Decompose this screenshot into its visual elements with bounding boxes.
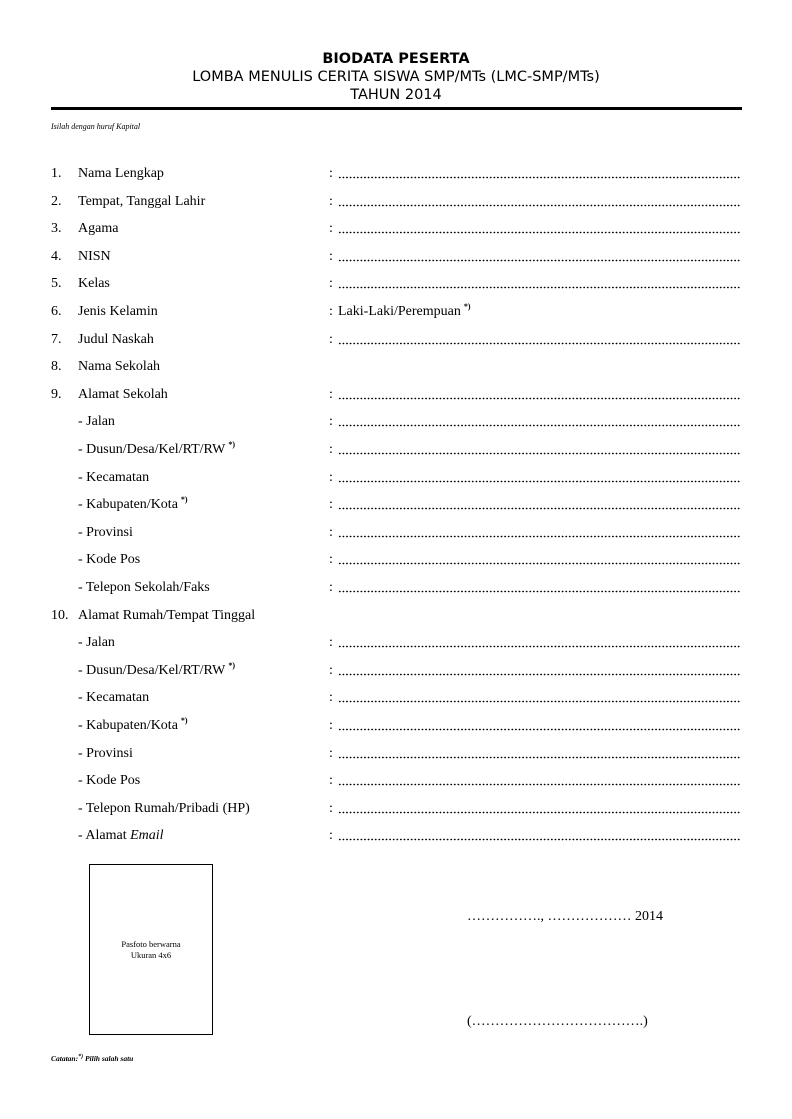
field-colon: : xyxy=(329,276,333,292)
form-row xyxy=(0,772,792,794)
field-colon: : xyxy=(329,745,333,761)
choose-one-note-mark: *) xyxy=(180,495,188,505)
field-colon: : xyxy=(329,193,333,209)
form-row xyxy=(0,579,792,601)
field-label-text: - Telepon Sekolah/Faks xyxy=(78,580,210,595)
field-label xyxy=(78,193,205,211)
field-colon: : xyxy=(329,386,333,402)
field-label xyxy=(78,634,115,652)
field-label xyxy=(78,275,110,293)
field-label xyxy=(78,717,188,735)
place-date-line[interactable]: ……………., ……………… 2014 xyxy=(467,909,663,924)
form-row xyxy=(0,331,792,353)
form-row xyxy=(0,193,792,215)
row-number: 3. xyxy=(51,221,62,237)
form-row xyxy=(0,165,792,187)
form-row xyxy=(0,745,792,767)
fill-in-dotted-line[interactable] xyxy=(338,231,741,234)
field-colon: : xyxy=(329,304,333,319)
row-number: 5. xyxy=(51,276,62,292)
field-label xyxy=(78,441,235,459)
field-label-text: - Kode Pos xyxy=(78,552,141,568)
field-colon: : xyxy=(329,580,333,595)
form-row xyxy=(0,607,792,629)
field-colon: : xyxy=(329,690,333,706)
footnote xyxy=(51,1054,133,1063)
field-label xyxy=(78,579,210,597)
form-row xyxy=(0,248,792,270)
fill-in-dotted-line[interactable] xyxy=(338,424,741,427)
footnote-text: Pilih salah satu xyxy=(83,1054,134,1063)
form-row xyxy=(0,827,792,849)
field-label xyxy=(78,413,115,431)
field-colon: : xyxy=(329,414,333,430)
field-label xyxy=(78,358,160,376)
fill-in-dotted-line[interactable] xyxy=(338,783,741,786)
photo-placeholder-text xyxy=(90,939,212,961)
field-label-text: Kelas xyxy=(78,276,110,292)
choose-one-note-mark: *) xyxy=(463,302,471,311)
field-label xyxy=(78,772,140,790)
field-label xyxy=(78,524,133,542)
form-row xyxy=(0,441,792,463)
fill-in-dotted-line[interactable] xyxy=(338,480,741,483)
fill-in-dotted-line[interactable] xyxy=(338,728,741,731)
field-label xyxy=(78,165,164,183)
field-label-text: - Kabupaten/Kota xyxy=(78,497,178,513)
field-colon: : xyxy=(329,552,333,568)
field-label xyxy=(78,220,118,238)
footnote-mark: *) xyxy=(78,1054,84,1060)
field-label-text: Judul Naskah xyxy=(78,331,154,347)
photo-line-1: Pasfoto berwarna xyxy=(121,939,181,949)
field-colon: : xyxy=(329,524,333,540)
field-label xyxy=(78,551,140,569)
form-row xyxy=(0,386,792,408)
row-number: 9. xyxy=(51,386,62,402)
form-row xyxy=(0,800,792,822)
form-row xyxy=(0,551,792,573)
field-label-text: - Dusun/Desa/Kel/RT/RW xyxy=(78,662,226,678)
form-row xyxy=(0,275,792,297)
fill-in-dotted-line[interactable] xyxy=(338,204,741,207)
document-subtitle: LOMBA MENULIS CERITA SISWA SMP/MTs (LMC-SMP/MTs) xyxy=(192,69,600,85)
field-label xyxy=(78,607,255,625)
field-label-text: Jenis Kelamin xyxy=(78,304,158,319)
field-colon: : xyxy=(329,497,333,513)
fill-in-dotted-line[interactable] xyxy=(338,838,741,841)
form-row xyxy=(0,303,792,325)
header-divider xyxy=(51,107,742,110)
field-colon: : xyxy=(329,662,333,678)
field-label xyxy=(78,469,149,487)
choose-one-note-mark: *) xyxy=(228,440,235,449)
field-colon: : xyxy=(329,773,333,789)
field-colon: : xyxy=(329,442,333,457)
field-label-text: - Kabupaten/Kota xyxy=(78,718,178,733)
field-label-text: - Jalan xyxy=(78,635,115,651)
document-year: TAHUN 2014 xyxy=(350,87,442,103)
form-row xyxy=(0,524,792,546)
field-colon: : xyxy=(329,248,333,264)
field-label-text: Alamat Rumah/Tempat Tinggal xyxy=(78,607,256,623)
fill-in-dotted-line[interactable] xyxy=(338,397,741,400)
field-label-text: NISN xyxy=(78,248,111,264)
fill-in-dotted-line[interactable] xyxy=(338,590,741,593)
form-row xyxy=(0,689,792,711)
fill-in-dotted-line[interactable] xyxy=(338,259,741,262)
field-label xyxy=(78,827,164,845)
field-label-text: - Provinsi xyxy=(78,524,133,540)
field-label xyxy=(78,496,188,514)
field-label xyxy=(78,800,250,818)
field-label-text: - Kecamatan xyxy=(78,690,150,706)
fill-in-dotted-line[interactable] xyxy=(338,811,741,814)
field-label xyxy=(78,662,235,680)
form-row xyxy=(0,634,792,656)
choose-one-note-mark: *) xyxy=(180,716,188,725)
fill-instruction: Isilah dengan huruf Kapital xyxy=(51,122,141,131)
field-colon: : xyxy=(329,800,333,816)
field-label-text: Alamat Sekolah xyxy=(78,386,168,402)
fill-in-dotted-line[interactable] xyxy=(338,507,741,510)
choose-one-note-mark: *) xyxy=(228,660,235,670)
field-label xyxy=(78,745,133,763)
row-number: 4. xyxy=(51,248,62,264)
field-colon: : xyxy=(329,828,333,844)
form-row xyxy=(0,358,792,380)
field-label-text: - Telepon Rumah/Pribadi (HP) xyxy=(78,800,250,816)
signature-name-line[interactable]: (……………………………….) xyxy=(467,1014,648,1029)
field-label-text: - Kecamatan xyxy=(78,469,150,485)
field-label-text: Nama Lengkap xyxy=(78,166,164,181)
photo-placeholder-box xyxy=(89,864,213,1035)
field-colon: : xyxy=(329,221,333,237)
field-colon: : xyxy=(329,718,333,733)
field-value-text: Laki-Laki/Perempuan xyxy=(338,304,461,319)
fill-in-dotted-line[interactable] xyxy=(338,176,741,179)
field-colon: : xyxy=(329,166,333,181)
fill-in-dotted-line[interactable] xyxy=(338,452,741,455)
row-number: 10. xyxy=(51,607,69,623)
field-label-text: Agama xyxy=(78,221,119,237)
document-header xyxy=(0,50,792,104)
footnote-prefix: Catatan: xyxy=(51,1054,79,1063)
form-row xyxy=(0,496,792,518)
form-row xyxy=(0,662,792,684)
row-number: 6. xyxy=(51,304,62,319)
field-label xyxy=(78,331,154,349)
field-label xyxy=(78,248,111,266)
field-label-text: - Dusun/Desa/Kel/RT/RW xyxy=(78,442,226,457)
field-value[interactable] xyxy=(338,303,471,321)
form-row xyxy=(0,469,792,491)
field-colon: : xyxy=(329,469,333,485)
fill-in-dotted-line[interactable] xyxy=(338,673,741,676)
field-label xyxy=(78,303,158,321)
row-number: 7. xyxy=(51,331,62,347)
form-row xyxy=(0,413,792,435)
field-label-text: - Kode Pos xyxy=(78,773,141,789)
field-label-text: Nama Sekolah xyxy=(78,359,161,375)
fill-in-dotted-line[interactable] xyxy=(338,700,741,703)
form-row xyxy=(0,717,792,739)
field-label xyxy=(78,386,168,404)
field-label-text: Tempat, Tanggal Lahir xyxy=(78,193,206,209)
form-row xyxy=(0,220,792,242)
field-label-text: - Jalan xyxy=(78,414,115,430)
row-number: 1. xyxy=(51,166,62,181)
row-number: 2. xyxy=(51,193,62,209)
field-colon: : xyxy=(329,331,333,347)
row-number: 8. xyxy=(51,359,62,375)
photo-line-2: Ukuran 4x6 xyxy=(130,950,172,960)
fill-in-dotted-line[interactable] xyxy=(338,645,741,648)
fill-in-dotted-line[interactable] xyxy=(338,286,741,289)
fill-in-dotted-line[interactable] xyxy=(338,535,741,538)
fill-in-dotted-line[interactable] xyxy=(338,342,741,345)
fill-in-dotted-line[interactable] xyxy=(338,562,741,565)
document-title: BIODATA PESERTA xyxy=(322,51,470,67)
fill-in-dotted-line[interactable] xyxy=(338,756,741,759)
field-label xyxy=(78,689,149,707)
field-label-text: - Alamat xyxy=(78,828,131,844)
field-colon: : xyxy=(329,635,333,651)
field-label-italic: Email xyxy=(130,828,164,844)
field-label-text: - Provinsi xyxy=(78,745,133,761)
